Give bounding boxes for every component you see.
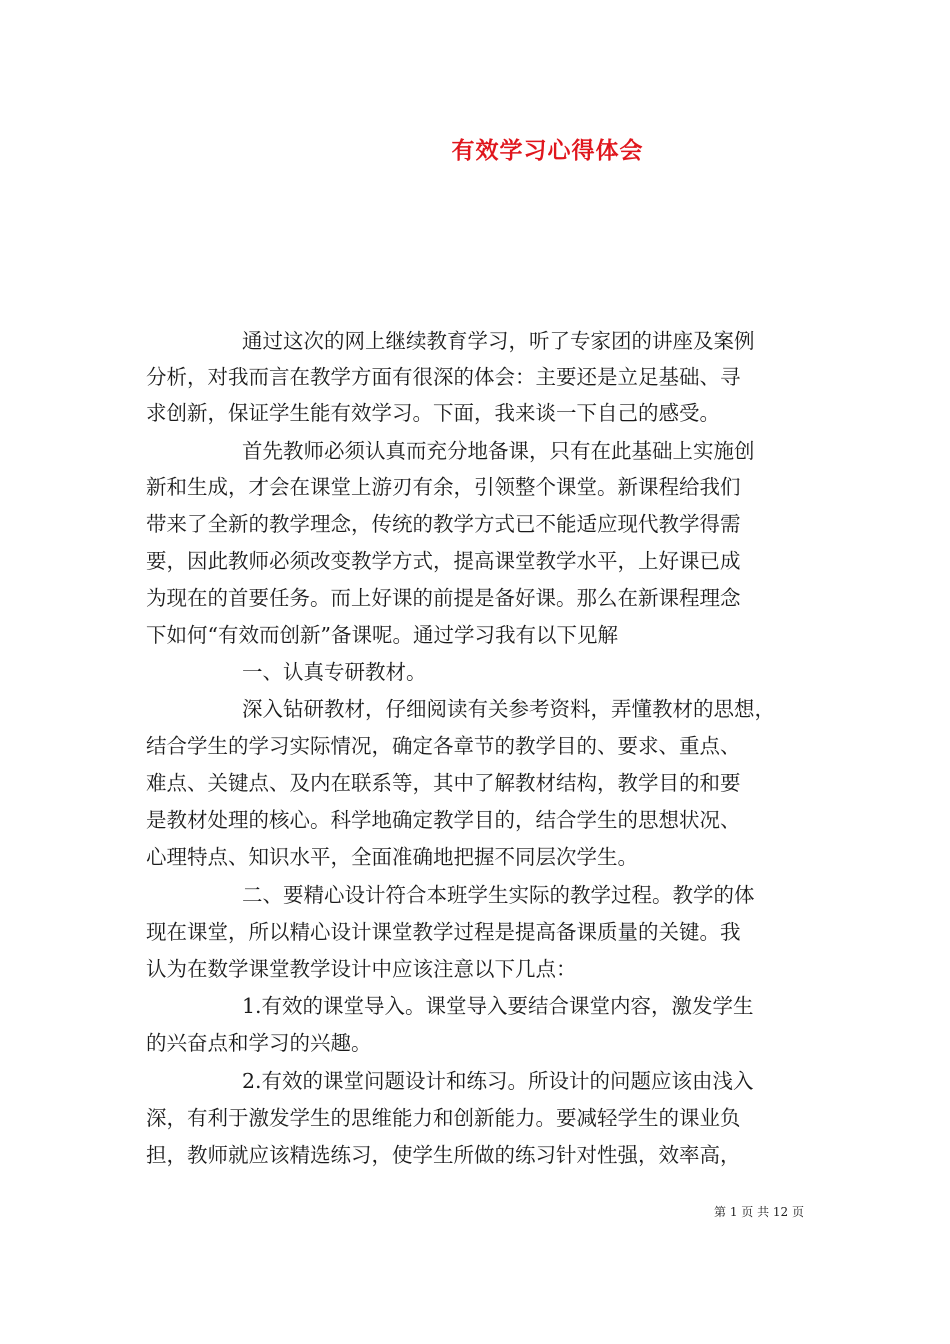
- body-line: 新和生成，才会在课堂上游刃有余，引领整个课堂。新课程给我们: [146, 475, 741, 499]
- body-line: 现在课堂，所以精心设计课堂教学过程是提高备课质量的关键。我: [146, 920, 741, 944]
- body-line: 的兴奋点和学习的兴趣。: [146, 1031, 372, 1055]
- body-line: 求创新，保证学生能有效学习。下面，我来谈一下自己的感受。: [146, 401, 720, 425]
- body-line: 深，有利于激发学生的思维能力和创新能力。要减轻学生的课业负: [146, 1106, 741, 1130]
- body-line: 担，教师就应该精选练习，使学生所做的练习针对性强，效率高，: [146, 1143, 741, 1167]
- list-item: 2.有效的课堂问题设计和练习。所设计的问题应该由浅入: [242, 1069, 754, 1093]
- body-line: 心理特点、知识水平，全面准确地把握不同层次学生。: [146, 845, 638, 869]
- body-line: 是教材处理的核心。科学地确定教学目的，结合学生的思想状况、: [146, 808, 741, 832]
- body-line: 为现在的首要任务。而上好课的前提是备好课。那么在新课程理念: [146, 586, 741, 610]
- body-line: 首先教师必须认真而充分地备课，只有在此基础上实施创: [242, 439, 755, 463]
- body-line: 难点、关键点、及内在联系等，其中了解教材结构，教学目的和要: [146, 771, 741, 795]
- body-line: 带来了全新的教学理念，传统的教学方式已不能适应现代教学得需: [146, 512, 741, 536]
- body-line: 通过这次的网上继续教育学习，听了专家团的讲座及案例: [242, 329, 755, 353]
- body-line: 分析，对我而言在教学方面有很深的体会：主要还是立足基础、寻: [146, 365, 741, 389]
- body-line: 结合学生的学习实际情况，确定各章节的教学目的、要求、重点、: [146, 734, 741, 758]
- body-line: 要，因此教师必须改变教学方式，提高课堂教学水平，上好课已成: [146, 549, 741, 573]
- list-item: 1.有效的课堂导入。课堂导入要结合课堂内容，激发学生: [242, 994, 754, 1018]
- document-title: 有效学习心得体会: [451, 137, 644, 164]
- section-heading: 一、认真专研教材。: [242, 660, 427, 684]
- section-heading: 二、要精心设计符合本班学生实际的教学过程。教学的体: [242, 883, 755, 907]
- body-line: 深入钻研教材，仔细阅读有关参考资料，弄懂教材的思想，: [242, 697, 775, 721]
- page-number: 第 1 页 共 12 页: [714, 1205, 804, 1219]
- body-line: 下如何“有效而创新”备课呢。通过学习我有以下见解: [146, 623, 618, 647]
- body-line: 认为在数学课堂教学设计中应该注意以下几点：: [146, 957, 577, 981]
